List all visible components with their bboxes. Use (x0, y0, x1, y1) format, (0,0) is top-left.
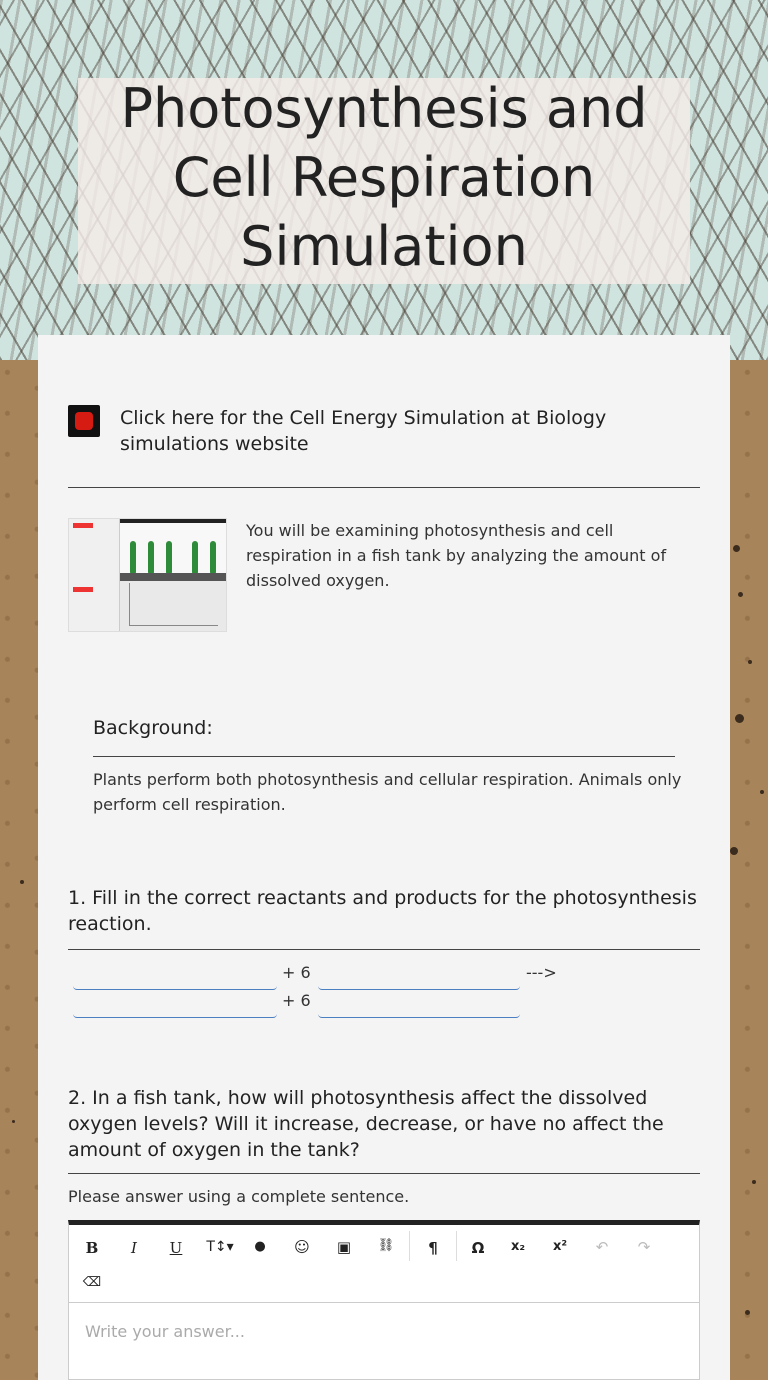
paragraph-icon[interactable]: ¶ (428, 1239, 438, 1257)
reaction-arrow: ---> (526, 963, 557, 982)
color-drop-icon[interactable]: ● (254, 1239, 266, 1254)
answer-hint: Please answer using a complete sentence. (68, 1187, 410, 1206)
background-text: Plants perform both photosynthesis and cellular respiration. Animals only perform cell respiration. (93, 770, 682, 814)
link-icon[interactable]: ⛓ (377, 1238, 395, 1253)
thumbnail-fish-tank (120, 519, 226, 581)
undo-icon[interactable]: ↶ (595, 1238, 609, 1256)
editor-toolbar (69, 1225, 699, 1303)
subscript-button[interactable]: x₂ (510, 1239, 526, 1254)
redo-icon[interactable]: ↷ (637, 1238, 651, 1256)
worksheet-card (38, 335, 730, 1380)
simulation-link-text[interactable]: Click here for the Cell Energy Simulation at Biology simulations website (120, 407, 607, 455)
simulation-thumbnail-image (68, 518, 227, 632)
answer-placeholder: Write your answer... (85, 1322, 245, 1341)
product-2-field[interactable] (318, 995, 520, 1018)
reactant-1-field[interactable] (73, 967, 277, 990)
pdf-icon (68, 405, 100, 437)
italic-button[interactable]: I (131, 1239, 137, 1257)
emoji-icon[interactable]: ☺ (294, 1238, 310, 1256)
reactant-2-field[interactable] (318, 967, 520, 990)
background-heading: Background: (93, 717, 213, 739)
thumbnail-graph (129, 583, 218, 626)
divider (68, 487, 700, 488)
image-icon[interactable]: ▣ (336, 1238, 352, 1256)
product-1-field[interactable] (73, 995, 277, 1018)
special-character-icon[interactable]: Ω (471, 1239, 485, 1257)
bold-button[interactable]: B (85, 1239, 99, 1257)
coefficient-label: + 6 (282, 963, 311, 982)
underline-button[interactable]: U (169, 1239, 183, 1257)
divider (68, 949, 700, 950)
superscript-button[interactable]: x² (552, 1239, 568, 1254)
intro-text: You will be examining photosynthesis and cell respiration in a fish tank by analyzing the amount of dissolved oxygen. (246, 521, 667, 590)
question-1-prompt: 1. Fill in the correct reactants and products for the photosynthesis reaction. (68, 887, 697, 935)
answer-editor[interactable] (68, 1220, 700, 1380)
coefficient-label: + 6 (282, 991, 311, 1010)
page-title: Photosynthesis and Cell Respiration Simulation (120, 77, 648, 278)
text-size-button[interactable]: T↕▾ (206, 1239, 234, 1255)
question-2-prompt: 2. In a fish tank, how will photosynthesis affect the dissolved oxygen levels? Will it increase, decrease, or have no affect the amount of oxygen in the tank? (68, 1087, 664, 1161)
divider (93, 756, 675, 757)
eraser-icon[interactable]: ⌫ (82, 1275, 102, 1290)
thumbnail-controls (69, 519, 120, 631)
divider (68, 1173, 700, 1174)
